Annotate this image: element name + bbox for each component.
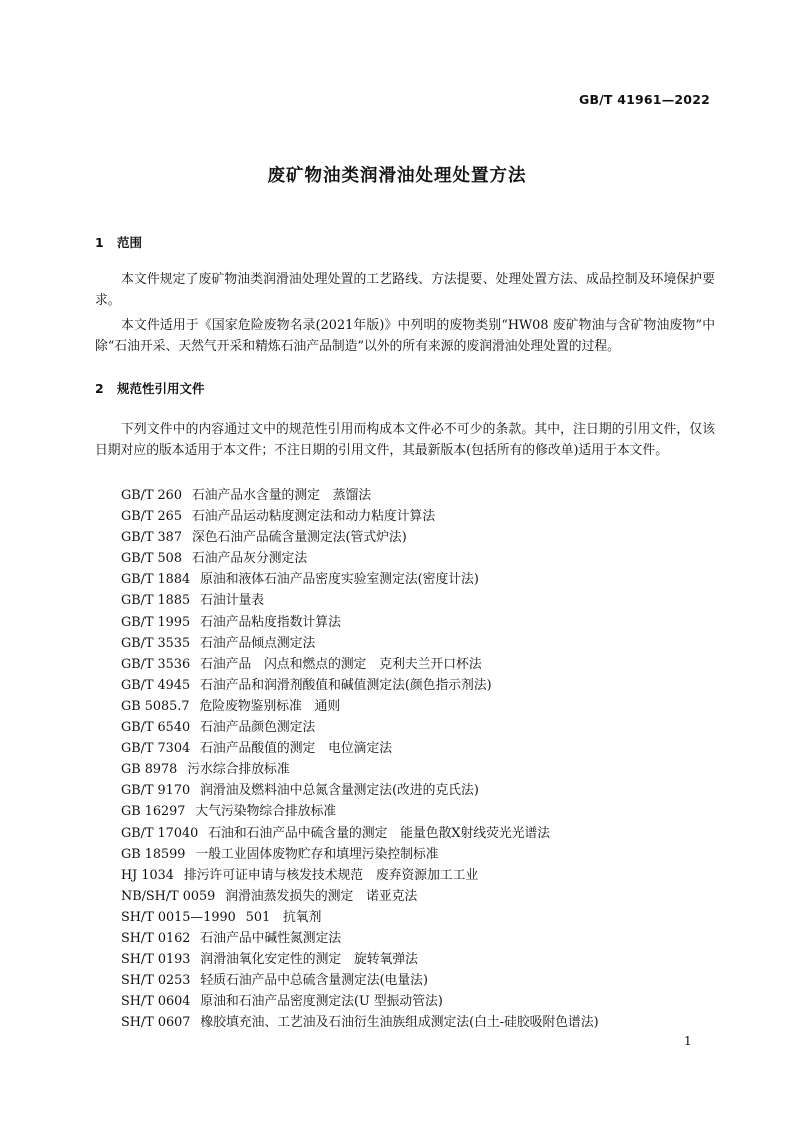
reference-item xyxy=(121,844,599,865)
reference-code: GB 5085.7 xyxy=(121,698,190,714)
reference-title: 石油产品和润滑剂酸值和碱值测定法(颜色指示剂法) xyxy=(200,677,492,693)
reference-code: GB/T 508 xyxy=(121,551,182,567)
scope-paragraph-2: 本文件适用于《国家危险废物名录(2021年版)》中列明的废物类别“HW08 废矿物油与含矿物油废物”中除“石油开采、天然气开采和精炼石油产品制造”以外的所有来源的废润滑油处理处置的过程。 xyxy=(95,318,715,354)
reference-code: SH/T 0193 xyxy=(121,952,191,968)
reference-code: GB/T 3535 xyxy=(121,635,191,651)
reference-item xyxy=(121,991,599,1012)
reference-item xyxy=(121,738,599,759)
reference-code: GB 16297 xyxy=(121,804,186,820)
reference-item xyxy=(121,886,599,907)
reference-title: 危险废物鉴别标准 通则 xyxy=(199,698,341,714)
reference-title: 轻质石油产品中总硫含量测定法(电量法) xyxy=(200,973,428,989)
reference-item xyxy=(121,654,599,675)
section-number: 1 xyxy=(95,235,104,250)
reference-title: 排污许可证申请与核发技术规范 废弃资源加工工业 xyxy=(183,867,479,883)
reference-code: GB/T 7304 xyxy=(121,741,191,757)
reference-title: 石油产品粘度指数计算法 xyxy=(200,614,341,630)
section-number: 2 xyxy=(95,381,104,396)
reference-code: SH/T 0162 xyxy=(121,930,191,946)
reference-item xyxy=(121,612,599,633)
reference-code: GB/T 6540 xyxy=(121,720,191,736)
reference-title: 501 抗氧剂 xyxy=(245,909,322,925)
reference-title: 石油产品酸值的测定 电位滴定法 xyxy=(200,741,393,757)
reference-code: HJ 1034 xyxy=(121,867,174,883)
reference-item xyxy=(121,717,599,738)
reference-item xyxy=(121,569,599,590)
reference-item xyxy=(121,1012,599,1033)
reference-title: 大气污染物综合排放标准 xyxy=(195,804,337,820)
section-title: 范围 xyxy=(117,235,143,250)
reference-item xyxy=(121,527,599,548)
reference-item xyxy=(121,675,599,696)
reference-code: GB/T 1885 xyxy=(121,593,191,609)
reference-title: 石油产品 闪点和燃点的测定 克利夫兰开口杯法 xyxy=(200,656,482,672)
reference-title: 石油和石油产品中硫含量的测定 能量色散X射线荧光光谱法 xyxy=(208,825,551,841)
reference-code: SH/T 0253 xyxy=(121,973,191,989)
section-1-heading xyxy=(95,233,142,251)
page-number: 1 xyxy=(684,1034,692,1048)
section-title: 规范性引用文件 xyxy=(117,381,205,396)
reference-title: 石油计量表 xyxy=(200,593,265,609)
reference-item xyxy=(121,823,599,844)
reference-item xyxy=(121,970,599,991)
reference-title: 石油产品运动粘度测定法和动力粘度计算法 xyxy=(191,509,436,525)
reference-title: 橡胶填充油、工艺油及石油衍生油族组成测定法(白土-硅胶吸附色谱法) xyxy=(200,1015,599,1031)
reference-code: GB/T 9170 xyxy=(121,783,191,799)
reference-code: GB/T 3536 xyxy=(121,656,191,672)
reference-title: 一般工业固体废物贮存和填埋污染控制标准 xyxy=(195,846,439,862)
reference-item xyxy=(121,696,599,717)
reference-code: GB/T 4945 xyxy=(121,677,191,693)
reference-item xyxy=(121,928,599,949)
reference-title: 石油产品灰分测定法 xyxy=(191,551,308,567)
reference-item xyxy=(121,865,599,886)
reference-title: 污水综合排放标准 xyxy=(187,762,290,778)
reference-code: NB/SH/T 0059 xyxy=(121,888,216,904)
reference-title: 深色石油产品硫含量测定法(管式炉法) xyxy=(191,530,407,546)
reference-title: 原油和液体石油产品密度实验室测定法(密度计法) xyxy=(200,572,479,588)
reference-item xyxy=(121,907,599,928)
reference-code: SH/T 0604 xyxy=(121,994,191,1010)
reference-item xyxy=(121,506,599,527)
reference-title: 原油和石油产品密度测定法(U 型振动管法) xyxy=(200,994,443,1010)
reference-item xyxy=(121,633,599,654)
reference-code: GB/T 260 xyxy=(121,488,182,503)
reference-item xyxy=(121,548,599,569)
normative-references-list xyxy=(121,485,599,1033)
reference-code: GB/T 1884 xyxy=(121,572,191,588)
reference-code: GB 18599 xyxy=(121,846,186,862)
reference-title: 石油产品水含量的测定 蒸馏法 xyxy=(191,488,372,503)
reference-code: SH/T 0607 xyxy=(121,1015,191,1031)
reference-title: 石油产品颜色测定法 xyxy=(200,720,316,736)
reference-title: 石油产品中碱性氮测定法 xyxy=(200,930,342,946)
reference-title: 润滑油及燃料油中总氮含量测定法(改进的克氏法) xyxy=(200,783,479,799)
reference-item xyxy=(121,801,599,822)
reference-code: GB/T 1995 xyxy=(121,614,191,630)
reference-code: GB/T 17040 xyxy=(121,825,199,841)
reference-code: GB 8978 xyxy=(121,762,178,778)
scope-paragraph-1: 本文件规定了废矿物油类润滑油处理处置的工艺路线、方法提要、处理处置方法、成品控制及环境保护要求。 xyxy=(95,272,715,308)
reference-item xyxy=(121,949,599,970)
reference-title: 润滑油蒸发损失的测定 诺亚克法 xyxy=(225,888,418,904)
reference-code: SH/T 0015—1990 xyxy=(121,909,236,925)
references-intro-paragraph: 下列文件中的内容通过文中的规范性引用而构成本文件必不可少的条款。其中，注日期的引用文件，仅该日期对应的版本适用于本文件；不注日期的引用文件，其最新版本(包括所有的修改单)适用于本文件。 xyxy=(95,422,715,458)
reference-code: GB/T 387 xyxy=(121,530,182,546)
reference-title: 石油产品倾点测定法 xyxy=(200,635,316,651)
reference-item xyxy=(121,590,599,611)
reference-item xyxy=(121,485,599,506)
standard-code: GB/T 41961—2022 xyxy=(578,92,710,107)
document-title: 废矿物油类润滑油处理处置方法 xyxy=(267,166,527,186)
reference-code: GB/T 265 xyxy=(121,509,182,525)
section-2-heading xyxy=(95,379,205,397)
reference-item xyxy=(121,759,599,780)
reference-item xyxy=(121,780,599,801)
reference-title: 润滑油氧化安定性的测定 旋转氧弹法 xyxy=(200,952,418,968)
